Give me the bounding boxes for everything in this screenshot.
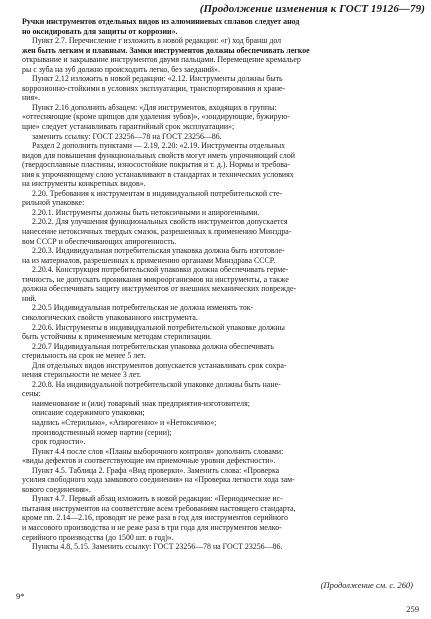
text-line: 2.20.6. Инструменты в индивидуальной потребительской упаковке должны	[32, 322, 285, 332]
continuation-note: (Продолжение см. с. 260)	[320, 580, 413, 590]
text-line: 2.20.8. На индивидуальной потребительской упаковке должны быть нане-	[32, 379, 281, 389]
text-line: щие» следует устанавливать гарантийный срок эксплуатации»;	[22, 122, 235, 132]
text-line: ния».	[22, 93, 40, 103]
text-line: Пункты 4.8, 5.15. Заменить ссылку: ГОСТ 23256—78 на ГОСТ 23256—86.	[32, 542, 283, 552]
text-line: кроме пп. 2.14—2.16, проводят не реже раза в год для инструментов серийного	[22, 513, 288, 523]
text-line: (твердосплавные пластины, износостойкие покрытия и т. д.). Нормы и требова-	[22, 160, 291, 170]
text-line: сены:	[22, 389, 41, 399]
text-line: Пункт 4.7. Первый абзац изложить в новой редакции: «Периодические ис-	[32, 494, 283, 504]
text-line: стерильность на срок не менее 5 лет.	[22, 351, 146, 361]
text-line: 2.20.7 Индивидуальная потребительская упаковка должна обеспечивать	[32, 341, 274, 351]
text-line: «оттесняющие (кроме щипцов для удаления зубов)», «зондирующие, бужирую-	[22, 112, 290, 122]
text-line: нанесение нетоксичных твердых смазок, разрешенных к применению Минздра-	[22, 227, 292, 237]
text-line: Раздел 2 дополнить пунктами — 2.19, 2.20: «2.19. Инструменты отдельных	[32, 141, 286, 151]
text-line: ры с зуба на зуб должно происходить легко, без заеданий».	[22, 64, 220, 74]
text-line: коррозионно-стойкими в условиях эксплуатации, транспортирования и хране-	[22, 83, 286, 93]
text-line: видов для повышения функциональных свойств могут иметь упрочняющий слой	[22, 150, 296, 160]
text-line: срок годности».	[32, 437, 86, 447]
text-line: Пункт 4.5. Таблица 2. Графа «Вид проверки». Заменить слова: «Проверка	[32, 465, 280, 475]
text-line: тичность, не допускать проникания микроорганизмов на инструменты, а также	[22, 274, 289, 284]
running-header: (Продолжение изменения к ГОСТ 19126—79)	[199, 3, 425, 15]
text-line: «виды дефектов и соответствующие им приемочные уровни дефектности».	[22, 456, 276, 466]
text-line: 2.20.3. Индивидуальная потребительская упаковка должна быть изготовле-	[32, 246, 285, 256]
text-line: описание содержимого упаковки;	[32, 408, 145, 418]
signature-mark: 9*	[16, 591, 25, 601]
text-line: на инструменты конкретных видов».	[22, 179, 146, 189]
text-line: серийного производства (до 1500 шт. в год)».	[22, 532, 174, 542]
text-line: надпись «Стерильно», «Апирогенно» и «Нетоксично»;	[32, 417, 217, 427]
text-line: Пункт 2.12 изложить в новой редакции: «2.12. Инструменты должны быть	[32, 74, 283, 84]
body-text	[22, 17, 418, 552]
text-line: Пункт 2.16 дополнить абзацем: «Для инструментов, входящих в группы:	[32, 102, 277, 112]
text-line: усилия свободного хода замкового соединения» на «Проверка легкости хода зам-	[22, 475, 295, 485]
text-line: 2.20.2. Для улучшения функциональных свойств инструментов допускается	[32, 217, 288, 227]
text-line: и массового производства и не реже раза в три года для инструментов мелко-	[22, 522, 282, 532]
text-line: Ручки инструментов отдельных видов из алюминиевых сплавов следует анод	[22, 17, 300, 26]
text-line: наименование и (или) товарный знак предприятия-изготовителя;	[32, 398, 250, 408]
text-line: 2.20.1. Инструменты должны быть нетоксичными и апирогенными.	[32, 207, 260, 217]
text-line: жен быть легким и плавным. Замки инструментов должны обеспечивать легкое	[22, 45, 310, 55]
text-line: пытания инструментов на соответствие всем требованиям настоящего стандарта,	[22, 503, 296, 513]
text-line: вом СССР и обеспечивающих апирогенность.	[22, 236, 177, 246]
text-line: ний.	[22, 293, 37, 303]
text-line: Пункт 4.4 после слов «Планы выборочного контроля» дополнить словами:	[32, 446, 284, 456]
text-line: должна обеспечивать защиту инструментов от внешних механических поврежде-	[22, 284, 297, 294]
text-line: 2.20.4. Конструкция потребительской упаковки должна обеспечивать герме-	[32, 265, 289, 275]
text-line: заменить ссылку: ГОСТ 23256—78 на ГОСТ 23256—86.	[32, 131, 222, 141]
text-line: Для отдельных видов инструментов допускается устанавливать срок сохра-	[32, 360, 287, 370]
text-line: Пункт 2.7. Перечисление г изложить в новой редакции: «г) ход бранш дол	[32, 36, 282, 46]
text-line: кового соединения».	[22, 484, 91, 494]
text-line: производственный номер партии (серии);	[32, 427, 172, 437]
text-line: открывание и закрывание инструментов двумя пальцами. Перемещение кремальер	[22, 55, 301, 65]
text-line: но оксидировать для защиты от коррозии».	[22, 26, 178, 36]
text-line: рильной упаковке:	[22, 198, 85, 208]
text-line: ния к упрочняющему слою устанавливают в стандартах и технических условиях	[22, 169, 294, 179]
text-line: на из материалов, разрешенных к применению органами Минздрава СССР.	[22, 255, 276, 265]
text-line: 2.20.5 Индивидуальная потребительская не должна изменять ток-	[32, 303, 254, 313]
text-line: сикологических свойств упакованного инструмента.	[22, 312, 198, 322]
text-line: 2.20. Требования к инструментам в индивидуальной потребительской сте-	[32, 188, 283, 198]
page-number: 259	[406, 604, 419, 614]
text-line: быть устойчивы к применяемым методам стерилизации.	[22, 332, 212, 342]
text-line: нения стерильности не менее 3 лет.	[22, 370, 142, 380]
